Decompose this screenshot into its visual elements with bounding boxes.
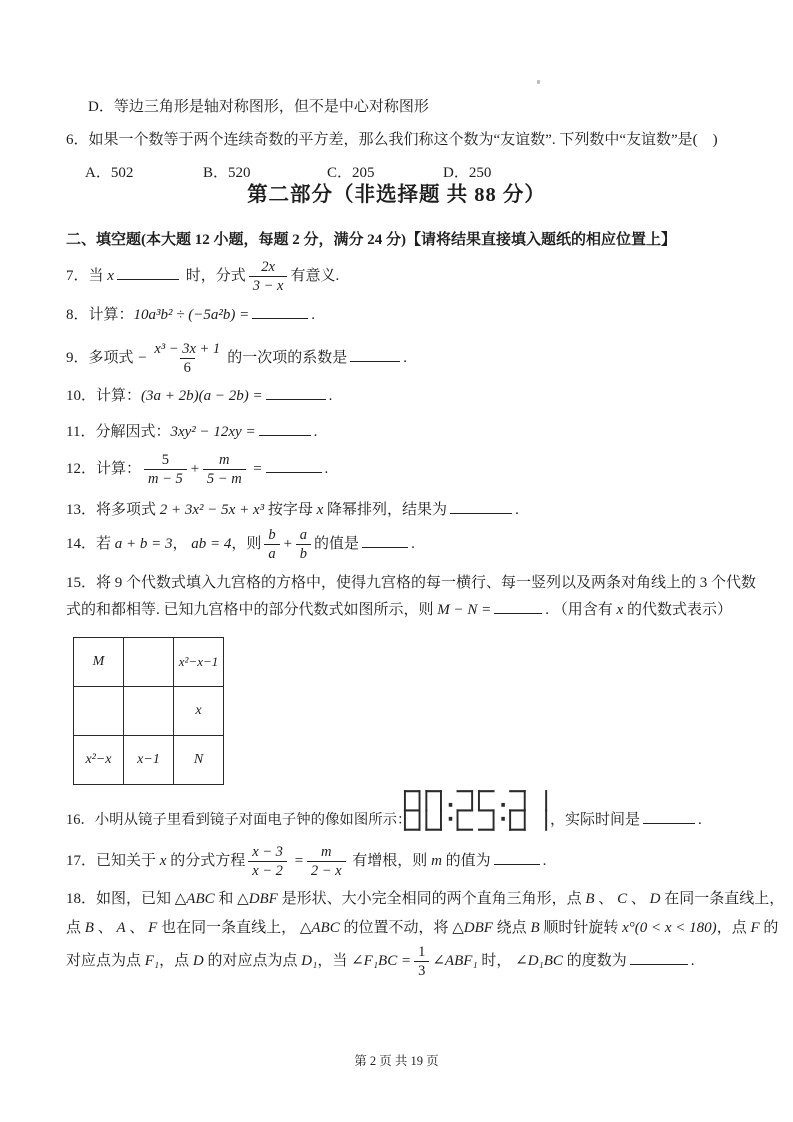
- math-run: F: [750, 920, 760, 936]
- text-run: 的位置不动，将: [339, 920, 453, 936]
- answer-blank: [494, 612, 542, 614]
- fraction: [144, 452, 187, 487]
- fraction-denominator: m − 5: [144, 469, 187, 487]
- text-run: .: [324, 461, 329, 478]
- text-run: 14．若: [66, 536, 115, 553]
- text-run: ，实际时间是: [550, 812, 641, 828]
- text-run: 的值是: [314, 536, 360, 553]
- math-run: ∠ABF₁: [432, 953, 478, 970]
- fraction-numerator: 5: [161, 452, 170, 468]
- math-run: 3xy² − 12xy =: [170, 424, 256, 440]
- math-run: D: [649, 891, 661, 907]
- answer-blank: [266, 398, 326, 400]
- grid-cell: x−1: [124, 736, 174, 785]
- fraction-denominator: x − 2: [248, 861, 287, 879]
- math-run: x: [316, 502, 324, 518]
- text-run: 11．分解因式：: [66, 424, 171, 440]
- section-2-title: 第二部分（非选择题 共 88 分）: [247, 184, 546, 206]
- grid-cell: [124, 687, 174, 736]
- text-run: 的值为: [441, 853, 491, 870]
- fraction-denominator: 3 − x: [249, 276, 288, 294]
- math-run: △ABC: [299, 920, 340, 936]
- fraction-numerator: x³ − 3x + 1: [154, 341, 221, 357]
- question-18-line2: [66, 918, 778, 939]
- question-18-line3: [66, 944, 694, 979]
- fraction-numerator: b: [268, 527, 276, 543]
- math-run: F₁: [144, 953, 160, 970]
- text-run: 、: [125, 920, 149, 936]
- stray-mark: [537, 80, 540, 84]
- text-run: 也在同一条直线上，: [157, 920, 300, 936]
- fraction-numerator: m: [320, 844, 332, 860]
- answer-blank: [117, 278, 179, 280]
- question-14: [66, 527, 415, 562]
- text-run: 点: [66, 920, 85, 936]
- text-run: .: [328, 388, 333, 404]
- grid-cell: x²−x−1: [174, 638, 224, 687]
- text-run: ，点: [716, 920, 751, 936]
- math-run: D₁: [301, 953, 318, 970]
- text-run: 绕点: [492, 920, 531, 936]
- option-c: C．205: [327, 165, 375, 181]
- fraction: [248, 844, 287, 879]
- fraction-numerator: 2x: [261, 259, 275, 275]
- answer-blank: [252, 317, 308, 319]
- math-run: ∠D₁BC: [515, 953, 563, 970]
- grid-cell: [74, 687, 124, 736]
- math-run: a + b = 3: [114, 536, 173, 553]
- math-run: =: [248, 461, 263, 478]
- text-run: 是形状、大小完全相同的两个直角三角形，点: [277, 891, 586, 907]
- question5-option-d: D．等边三角形是轴对称图形，但不是中心对称图形: [88, 99, 429, 115]
- grid-cell: N: [174, 736, 224, 785]
- text-run: 7．当: [66, 268, 108, 285]
- fraction-denominator: b: [296, 544, 311, 562]
- text-run: 8．计算：: [66, 307, 134, 323]
- fraction-denominator: 2 − x: [307, 861, 346, 879]
- text-run: .: [698, 812, 702, 828]
- text-run: 、: [594, 891, 618, 907]
- text-run: ，当: [317, 953, 352, 970]
- text-run: 有意义.: [290, 268, 340, 285]
- fraction-denominator: 6: [180, 358, 195, 376]
- text-run: 有增根，则: [348, 853, 432, 870]
- question-13: [66, 500, 519, 521]
- fraction-denominator: a: [264, 544, 279, 562]
- text-run: 时，: [477, 953, 516, 970]
- math-run: x: [616, 602, 624, 618]
- text-run: .: [311, 307, 315, 323]
- question-16-lead: 16．小明从镜子里看到镜子对面电子钟的像如图所示：: [66, 812, 412, 828]
- fraction: [249, 259, 288, 294]
- magic-square-grid: [73, 637, 224, 785]
- fraction-numerator: a: [299, 527, 308, 543]
- fraction: [307, 844, 346, 879]
- grid-cell: [124, 638, 174, 687]
- math-run: C: [617, 891, 628, 907]
- fraction: [203, 452, 246, 487]
- mirrored-electronic-clock-figure: [402, 789, 552, 834]
- fraction: [150, 341, 224, 376]
- answer-blank: [450, 512, 512, 514]
- answer-blank: [350, 360, 400, 362]
- answer-blank: [259, 434, 311, 436]
- fraction-numerator: x − 3: [252, 844, 283, 860]
- math-run: x: [107, 268, 114, 285]
- math-run: 10a³b² ÷ (−5a²b) =: [133, 307, 250, 323]
- answer-blank: [494, 863, 540, 865]
- fraction: [296, 527, 311, 562]
- text-run: .: [403, 350, 407, 367]
- fraction-denominator: 5 − m: [203, 469, 246, 487]
- question-6-text: 6．如果一个数等于两个连续奇数的平方差，那么我们称这个数为“友谊数”. 下列数中“友谊数”是( ): [66, 132, 718, 148]
- text-run: .: [515, 502, 519, 518]
- text-run: .: [411, 536, 415, 553]
- math-run: B: [84, 920, 94, 936]
- math-run: +: [282, 536, 293, 553]
- math-run: ∠F₁BC =: [351, 953, 412, 970]
- math-run: B: [585, 891, 595, 907]
- fill-in-section-header: 二、填空题(本大题 12 小题，每题 2 分，满分 24 分)【请将结果直接填入题纸的相应位置上】: [66, 232, 676, 248]
- text-run: 17．已知关于: [66, 853, 160, 870]
- text-run: 10．计算：: [66, 388, 142, 404]
- text-run: 对应点为点: [66, 953, 145, 970]
- question-10: [66, 386, 332, 407]
- question-17: [66, 844, 546, 879]
- math-run: B: [530, 920, 540, 936]
- question-15-line1: 15．将 9 个代数式填入九宫格的方格中，使得九宫格的每一横行、每一竖列以及两条对角线上的 3 个代数: [66, 575, 757, 591]
- answer-blank: [362, 546, 408, 548]
- text-run: 18．如图，已知: [66, 891, 175, 907]
- text-run: 的一次项的系数是: [227, 350, 348, 367]
- text-run: .: [542, 853, 547, 870]
- text-run: . （用含有: [545, 602, 617, 618]
- question-15-line2: [66, 600, 732, 621]
- math-run: △DBF: [237, 891, 278, 907]
- text-run: .: [313, 424, 318, 440]
- math-run: (3a + 2b)(a − 2b) =: [141, 388, 263, 404]
- fraction-numerator: m: [219, 452, 230, 468]
- text-run: 9．多项式: [66, 350, 138, 367]
- math-run: x: [159, 853, 167, 870]
- answer-blank: [266, 471, 322, 473]
- text-run: 12．计算：: [66, 461, 142, 478]
- text-run: 式的和都相等. 已知九宫格中的部分代数式如图所示，则: [66, 602, 438, 618]
- option-d: D．250: [443, 165, 492, 181]
- question-9: [66, 341, 407, 376]
- fraction: [414, 944, 429, 979]
- text-run: ，点: [159, 953, 193, 970]
- answer-blank: [643, 822, 695, 824]
- math-run: −: [137, 350, 148, 367]
- page-footer: 第 2 页 共 19 页: [354, 1054, 439, 1068]
- grid-cell: x: [174, 687, 224, 736]
- text-run: .: [690, 953, 695, 970]
- text-run: 的分式方程: [166, 853, 246, 870]
- question-12: [66, 452, 328, 487]
- math-run: x°(0 < x < 180): [622, 920, 717, 936]
- question-7: [66, 259, 339, 294]
- answer-blank: [630, 963, 688, 965]
- text-run: 时，分式: [181, 268, 246, 285]
- text-run: 的度数为: [562, 953, 627, 970]
- text-run: 、: [93, 920, 117, 936]
- text-run: ，则: [231, 536, 262, 553]
- question-18-line1: [66, 889, 784, 910]
- grid-cell: M: [74, 638, 124, 687]
- math-run: 2 + 3x² − 5x + x³: [159, 502, 265, 518]
- text-run: 降幂排列，结果为: [323, 502, 448, 518]
- grid-cell: x²−x: [74, 736, 124, 785]
- fraction: [264, 527, 279, 562]
- math-run: m: [431, 853, 442, 870]
- text-run: 的代数式表示）: [623, 602, 732, 618]
- math-run: △DBF: [452, 920, 493, 936]
- math-run: M − N =: [437, 602, 492, 618]
- text-run: 和: [214, 891, 238, 907]
- text-run: ，: [172, 536, 192, 553]
- text-run: 、: [627, 891, 650, 907]
- text-run: 按字母: [264, 502, 317, 518]
- option-a: A．502: [85, 165, 134, 181]
- question-8: [66, 305, 315, 326]
- math-run: D: [192, 953, 204, 970]
- math-run: A: [116, 920, 126, 936]
- text-run: 顺时针旋转: [539, 920, 623, 936]
- math-run: ab = 4: [191, 536, 232, 553]
- text-run: 在同一条直线上，: [660, 891, 785, 907]
- math-run: F: [148, 920, 158, 936]
- math-run: △ABC: [174, 891, 215, 907]
- option-b: B．520: [203, 165, 251, 181]
- question-16-tail: [550, 810, 702, 831]
- text-run: 的对应点为点: [203, 953, 302, 970]
- text-run: 的: [759, 920, 779, 936]
- question-11: [66, 422, 317, 443]
- text-run: 13．将多项式: [66, 502, 160, 518]
- fraction-denominator: 3: [414, 961, 429, 979]
- math-run: +: [189, 461, 200, 478]
- math-run: =: [289, 853, 304, 870]
- fraction-numerator: 1: [418, 944, 426, 960]
